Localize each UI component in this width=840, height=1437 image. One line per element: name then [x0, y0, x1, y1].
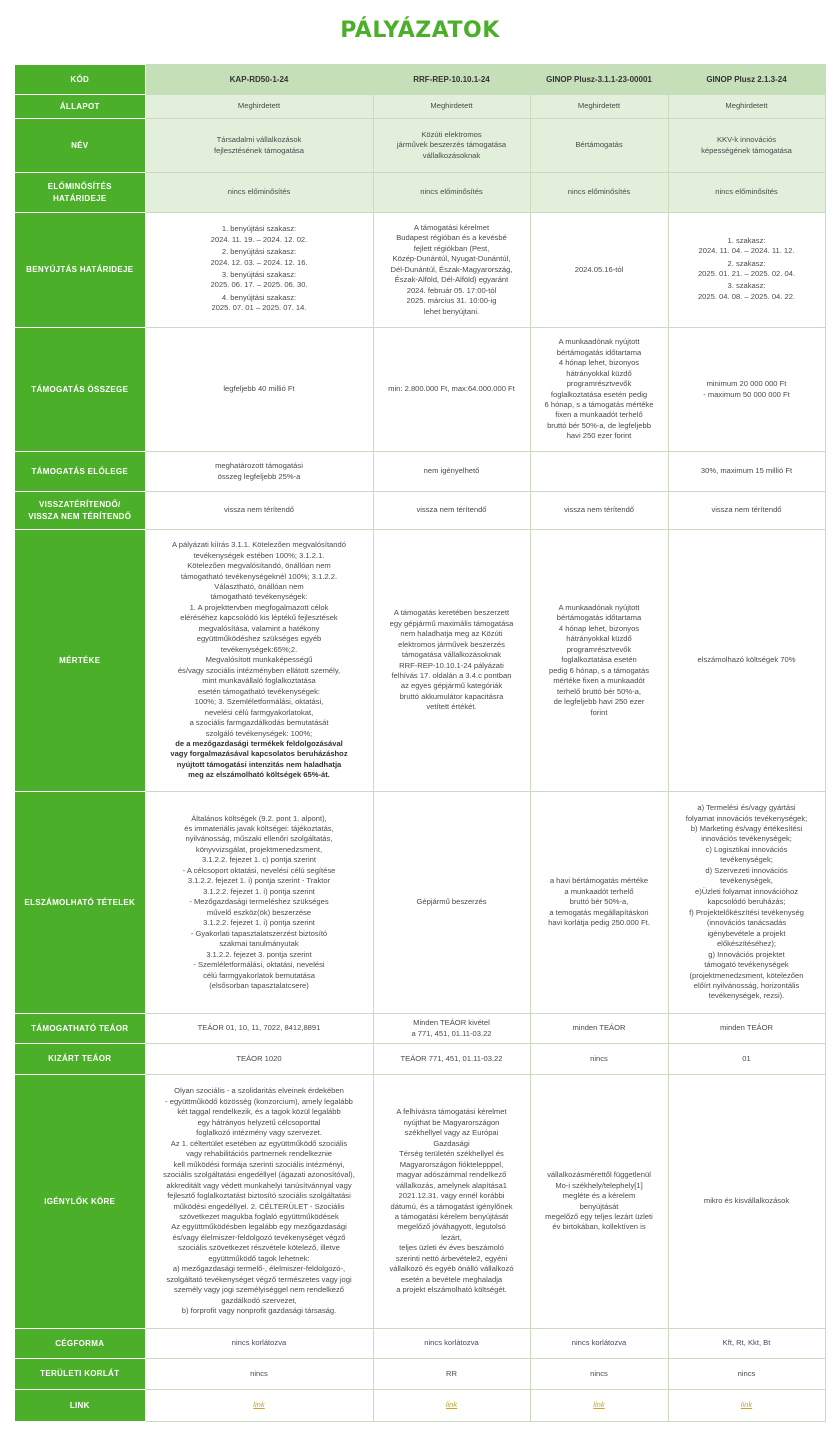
cell-teruleti-4: nincs [668, 1359, 825, 1390]
cell-cegforma-3: nincs korlátozva [530, 1329, 668, 1359]
cell-link-2 [373, 1390, 530, 1422]
cell-allapot-2: Meghirdetett [373, 95, 530, 119]
row-label-kizart_teaor: KIZÁRT TEÁOR [15, 1044, 145, 1075]
row-tamogathato_teaor [15, 1014, 825, 1044]
cell-link-3 [530, 1390, 668, 1422]
cell-nev-2: Közúti elektromos járművek beszerzés támogatása vállalkozásoknak [373, 119, 530, 173]
cell-elominosites-3: nincs előminősítés [530, 173, 668, 213]
row-label-tamogathato_teaor: TÁMOGATHATÓ TEÁOR [15, 1014, 145, 1044]
cell-kizart_teaor-3: nincs [530, 1044, 668, 1075]
deadline-phase: 3. benyújtási szakasz: 2025. 06. 17. – 2025. 06. 30. [210, 270, 308, 290]
cell-kizart_teaor-2: TEÁOR 771, 451, 01.11-03.22 [373, 1044, 530, 1075]
cell-nev-3: Bértámogatás [530, 119, 668, 173]
cell-kod-3: GINOP Plusz-3.1.1-23-00001 [530, 65, 668, 95]
row-label-eloleg: TÁMOGATÁS ELŐLEGE [15, 452, 145, 492]
cell-osszeg-2: min: 2.800.000 Ft, max:64.000.000 Ft [373, 328, 530, 452]
deadline-phase: 3. szakasz: 2025. 04. 08. – 2025. 04. 22. [697, 281, 796, 301]
row-allapot [15, 95, 825, 119]
cell-eloleg-3 [530, 452, 668, 492]
cell-link-4 [668, 1390, 825, 1422]
cell-elominosites-4: nincs előminősítés [668, 173, 825, 213]
cell-igenylok-2: A felhívásra támogatási kérelmet nyújthat be Magyarországon székhellyel vagy az Európai Gazdasági Térség területén székhellyel és Magyarországon fióktelepppel, magyar adószámmal rendelkező vállalkozás, amelynek alapítása1 2021.12.31. vagy ennél korábbi dátumú, és a támogatást igénylőnek a támogatási kérelem benyújtását megelőző jóváhagyott, legutolsó lezárt, teljes üzleti év éves beszámoló szerinti nettó árbevétele2, egyéni vállalkozó és egyéb önálló vállalkozó esetén a bevétele meghaladja a projekt elszámolható költségét. [373, 1075, 530, 1329]
cell-cegforma-2: nincs korlátozva [373, 1329, 530, 1359]
page-title: PÁLYÁZATOK [340, 18, 500, 43]
cell-eloleg-1: meghatározott támogatási összeg legfeljebb 25%-a [145, 452, 373, 492]
cell-elszamolhato-1: Általános költségek (9.2. pont 1. alpont), és immateriális javak költségei: tájékoztatás, nyilvánosság, műszaki ellenőri szolgáltatás, könyvvizsgálat, projektmenedzsment, 3.1.2.2. fejezet 1. c) pontja szerint - A célcsoport oktatási, nevelési célú segítése 3.1.2.2. fejezet 1. i) pontja szerint - Traktor 3.1.2.2. fejezet 1. i) pontja szerint - Mezőgazdasági termeléshez szükséges művelő eszköz(ök) beszerzése 3.1.2.2. fejezet 1. i) pontja szerint - Gyakorlati tapasztalatszerzést biztosító szakmai tanulmányutak 3.1.2.2. fejezet 3. pontja szerint - Szemléletformálási, oktatási, nevelési célú farmgyakorlatok bemutatása (elsősorban tapasztalatcsere) [145, 792, 373, 1014]
cell-benyujtas-4 [668, 213, 825, 328]
row-igenylok [15, 1075, 825, 1329]
cell-tamogathato_teaor-4: minden TEÁOR [668, 1014, 825, 1044]
row-osszeg [15, 328, 825, 452]
cell-tamogathato_teaor-2: Minden TEÁOR kivétel a 771, 451, 01.11-03.22 [373, 1014, 530, 1044]
cell-igenylok-3: vállalkozásmérettől függetlenül Mo-i székhely/telephely[1] megléte és a kérelem benyújtását megelőző egy teljes lezárt üzleti év birtokában, kollektíven is [530, 1075, 668, 1329]
cell-elszamolhato-4: a) Termelési és/vagy gyártási folyamat innovációs tevékenységek; b) Marketing és/vagy értékesítési innovációs tevékenységek; c) Logisztikai innovációs tevékenységek; d) Szervezeti innovációs tevékenységek, e)Üzleti folyamat innovációhoz kapcsolódó beruházás; f) Projektelőkészítési tevékenység (innovációs tanácsadás igénybevétele a projekt előkészítéséhez); g) Innovációs projektet támogató tevékenységek (projektmenedzsment, kötelezően előírt nyilvánosság, horizontális tevékenységek, rezsi). [668, 792, 825, 1014]
link-3[interactable]: link [593, 1400, 605, 1410]
cell-cegforma-4: Kft, Rt, Kkt, Bt [668, 1329, 825, 1359]
cell-eloleg-4: 30%, maximum 15 millió Ft [668, 452, 825, 492]
cell-kod-2: RRF-REP-10.10.1-24 [373, 65, 530, 95]
cell-kizart_teaor-4: 01 [668, 1044, 825, 1075]
row-teruleti [15, 1359, 825, 1390]
cell-kod-4: GINOP Plusz 2.1.3-24 [668, 65, 825, 95]
cell-visszaterito-3: vissza nem térítendő [530, 492, 668, 530]
cell-tamogathato_teaor-1: TEÁOR 01, 10, 11, 7022, 8412,8891 [145, 1014, 373, 1044]
row-label-elszamolhato: ELSZÁMOLHATÓ TÉTELEK [15, 792, 145, 1014]
deadline-phase: 4. benyújtási szakasz: 2025. 07. 01 – 2025. 07. 14. [211, 292, 307, 313]
cell-mertek-3: A munkaadónak nyújtott bértámogatás időtartama 4 hónap lehet, bizonyos hátrányokkal küzdő programrésztvevők foglalkoztatása esetén pedig 6 hónap, s a támogatás mértéke fixen a munkaadót terhelő bruttó bér 50%-a, de legfeljebb havi 250 ezer forint [530, 530, 668, 792]
cell-kizart_teaor-1: TEÁOR 1020 [145, 1044, 373, 1075]
cell-elszamolhato-3: a havi bértámogatás mértéke a munkaadót terhelő bruttó bér 50%-a, a temogatás megállapításkori havi korlátja pedig 250.000 Ft. [530, 792, 668, 1014]
row-label-link: LINK [15, 1390, 145, 1422]
row-mertek [15, 530, 825, 792]
row-label-allapot: ÁLLAPOT [15, 95, 145, 119]
cell-benyujtas-1 [145, 213, 373, 328]
cell-teruleti-3: nincs [530, 1359, 668, 1390]
row-elszamolhato [15, 792, 825, 1014]
row-cegforma [15, 1329, 825, 1359]
cell-cegforma-1: nincs korlátozva [145, 1329, 373, 1359]
row-label-kod: KÓD [15, 65, 145, 95]
row-nev [15, 119, 825, 173]
cell-visszaterito-2: vissza nem térítendő [373, 492, 530, 530]
link-4[interactable]: link [740, 1400, 753, 1410]
cell-nev-1: Társadalmi vállalkozások fejlesztésének támogatása [145, 119, 373, 173]
cell-link-1 [145, 1390, 373, 1422]
cell-osszeg-4: minimum 20 000 000 Ft - maximum 50 000 000 Ft [668, 328, 825, 452]
cell-kod-1: KAP-RD50-1-24 [145, 65, 373, 95]
row-label-teruleti: TERÜLETI KORLÁT [15, 1359, 145, 1390]
row-label-elominosites: ELŐMINŐSÍTÉS HATÁRIDEJE [15, 173, 145, 213]
mertek-text: A pályázati kiírás 3.1.1. Kötelezően megvalósítandó tevékenységek estében 100%; 3.1.2.1. Kötelezően megvalósítandó, önállóan nem támogatható tevékenységeknél 100%; 3.1.2.2. Választható, önállóan nem támogatható tevékenységek: 1. A projekttervben megfogalmazott célok eléréséhez kapcsolódó kis léptékű fejlesztések megvalósítása, valamint a hatékony együttműködéshez szükséges egyéb tevékenységek:65%;2. Megvalósított munkaképességű és/vagy szociális intézményben ellátott személy, mint munkavállaló foglalkoztatása esetén támogatható tevékenységek: 100%; 3. Szemléletformálási, oktatási, nevelési célú farmgyakorlatokat, a szociális farmgazdálkodás bemutatását szolgáló tevékenységek: 100%; [172, 540, 346, 738]
deadline-phase: 2. szakasz: 2025. 01. 21. – 2025. 02. 04. [697, 258, 796, 278]
deadline-phase: 2. benyújtási szakasz: 2024. 12. 03. – 2024. 12. 16. [210, 247, 308, 267]
deadline-phase: 1. benyújtási szakasz: 2024. 11. 19. – 2024. 12. 02. [210, 224, 308, 244]
grants-table [15, 64, 826, 1422]
row-label-visszaterito: VISSZATÉRÍTENDŐ/ VISSZA NEM TÉRÍTENDŐ [15, 492, 145, 530]
mertek-bold-note: de a mezőgazdasági termékek feldolgozásával vagy forgalmazásával kapcsolatos beruházáshoz nyújtott támogatási intenzitás nem haladhatja meg az elszámolható költségek 65%-át. [170, 739, 348, 780]
row-eloleg [15, 452, 825, 492]
cell-allapot-3: Meghirdetett [530, 95, 668, 119]
row-label-igenylok: IGÉNYLŐK KÖRE [15, 1075, 145, 1329]
cell-elszamolhato-2: Gépjármű beszerzés [373, 792, 530, 1014]
row-benyujtas [15, 213, 825, 328]
cell-mertek-2: A támogatás keretében beszerzett egy gépjármű maximális támogatása nem haladhatja meg az Közúti elektromos járművek beszerzés támogatása vállalkozásoknak RRF-REP-10.10.1-24 pályázati felhívás 17. oldalán a 3.4.c pontban az egyes gépjármű kategóriák bruttó akkumulátor kapacitásra vetített értékét. [373, 530, 530, 792]
link-1[interactable]: link [253, 1400, 265, 1410]
row-link [15, 1390, 825, 1422]
cell-osszeg-1: legfeljebb 40 millió Ft [145, 328, 373, 452]
row-visszaterito [15, 492, 825, 530]
row-label-osszeg: TÁMOGATÁS ÖSSZEGE [15, 328, 145, 452]
row-label-mertek: MÉRTÉKE [15, 530, 145, 792]
cell-osszeg-3: A munkaadónak nyújtott bértámogatás időtartama 4 hónap lehet, bizonyos hátrányokkal küzdő programrésztvevők foglalkoztatása esetén pedig 6 hónap, s a támogatás mértéke fixen a munkaadót terhelő bruttó bér 50%-a, de legfeljebb havi 250 ezer forint [530, 328, 668, 452]
cell-nev-4: KKV-k innovációs képességének támogatása [668, 119, 825, 173]
row-elominosites [15, 173, 825, 213]
cell-mertek-4: elszámolhazó költségek 70% [668, 530, 825, 792]
cell-elominosites-2: nincs előminősítés [373, 173, 530, 213]
cell-teruleti-2: RR [373, 1359, 530, 1390]
row-label-cegforma: CÉGFORMA [15, 1329, 145, 1359]
cell-benyujtas-2: A támogatási kérelmet Budapest régióban és a kevésbé fejlett régiókban (Pest, Közép-Dunántúl, Nyugat-Dunántúl, Dél-Dunántúl, Észak-Magyarország, Észak-Alföld, Dél-Alföld) egyaránt 2024. február 05. 17:00-tól 2025. március 31. 10:00-ig lehet benyújtani. [373, 213, 530, 328]
deadline-phase: 1. szakasz: 2024. 11. 04. – 2024. 11. 12. [698, 235, 795, 256]
cell-allapot-4: Meghirdetett [668, 95, 825, 119]
cell-eloleg-2: nem igényelhető [373, 452, 530, 492]
cell-allapot-1: Meghirdetett [145, 95, 373, 119]
cell-teruleti-1: nincs [145, 1359, 373, 1390]
row-label-nev: NÉV [15, 119, 145, 173]
link-2[interactable]: link [445, 1400, 458, 1410]
cell-tamogathato_teaor-3: minden TEÁOR [530, 1014, 668, 1044]
cell-mertek-1 [145, 530, 373, 792]
row-label-benyujtas: BENYÚJTÁS HATÁRIDEJE [15, 213, 145, 328]
row-kod [15, 65, 825, 95]
cell-benyujtas-3: 2024.05.16-tól [530, 213, 668, 328]
cell-igenylok-1: Olyan szociális - a szolidaritás elveinek érdekében - együttműködő közösség (konzorcium), amely legalább két taggal rendelkezik, és a tagok közül legalább egy hátrányos helyzetű célcsoporttal foglalkozó intézmény vagy szervezet. Az 1. céltertület esetében az együttműködő szociális vagy rehabilitációs partnernek rendelkeznie kell működési formája szerinti szociális intézményi, szociális szolgáltatási engedéllyel (ágazati azonosítóval), akkreditált vagy védett munkahelyi tanúsítvánnyal vagy fejlesztő foglalkoztatást biztosító szociális szolgáltatási működési engedéllyel. 2. CÉLTERÜLET - Szociális szövetkezet magukba foglaló együttműködések Az együttműködésben legalább egy mezőgazdasági és/vagy élelmiszer-feldolgozó tevékenységet végző szociális szövetkezet részvétele kötelező, illetve együttműködő tagok lehetnek: a) mezőgazdasági termelő-, élelmiszer-feldolgozó-, szolgáltató tevékenységet végző természetes vagy jogi személy vagy jogi személyiséggel nem rendelkező gazdálkodó szervezet, b) forprofit vagy nonprofit gazdasági társaság. [145, 1075, 373, 1329]
row-kizart_teaor [15, 1044, 825, 1075]
cell-visszaterito-1: vissza nem térítendő [145, 492, 373, 530]
cell-igenylok-4: mikro és kisvállalkozások [668, 1075, 825, 1329]
cell-visszaterito-4: vissza nem térítendő [668, 492, 825, 530]
cell-elominosites-1: nincs előminősítés [145, 173, 373, 213]
